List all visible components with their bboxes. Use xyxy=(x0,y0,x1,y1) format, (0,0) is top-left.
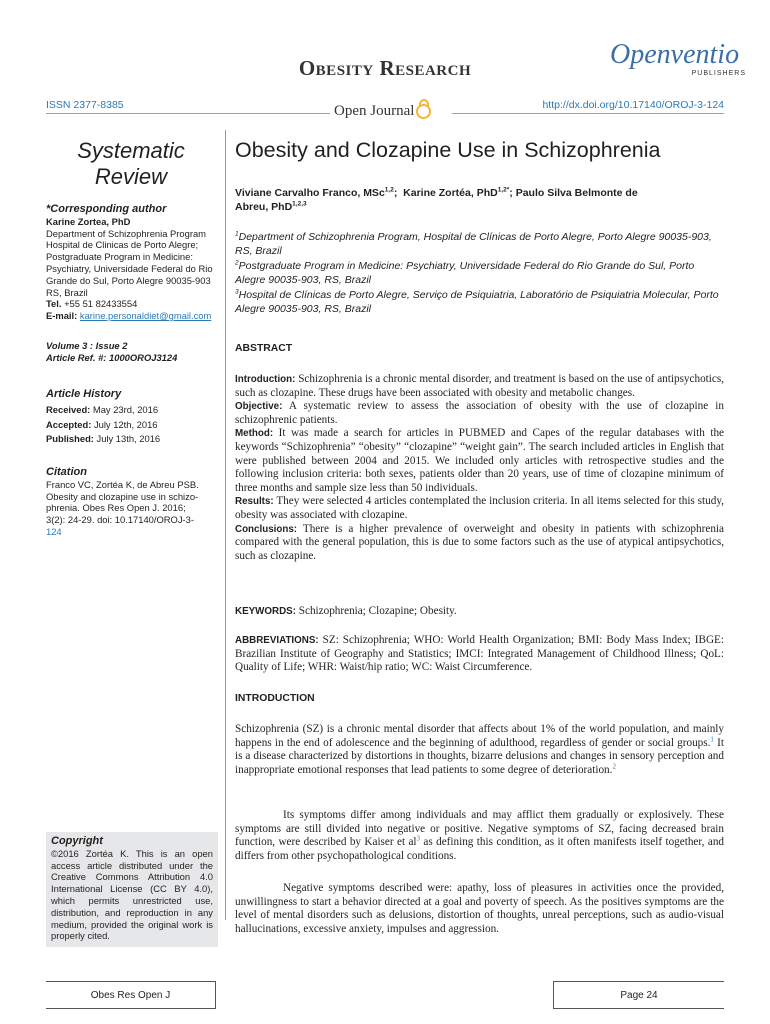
abstract-text: They were selected 4 articles contemplated the inclusion criteria. In all items selected for this study, obesity was associated with clozapine. xyxy=(235,495,724,521)
journal-title: Obesity Research xyxy=(298,56,472,80)
keywords-text: Schizophrenia; Clozapine; Obesity. xyxy=(298,605,457,617)
address-line: Postgraduate Program in Medicine: xyxy=(46,251,193,263)
footer-journal: Obes Res Open J xyxy=(46,981,216,1009)
publisher-logo xyxy=(610,40,760,77)
abbreviations-label: ABBREVIATIONS: xyxy=(235,635,319,646)
open-journal-badge xyxy=(334,100,431,120)
author-name: Paulo Silva Belmonte de xyxy=(515,187,638,199)
keywords-label: KEYWORDS: xyxy=(235,606,296,617)
author-affil-sup: 1,2,3 xyxy=(292,200,307,208)
paragraph xyxy=(235,723,724,777)
corresponding-author-name: Karine Zortea, PhD xyxy=(46,215,131,227)
author-name: Karine Zortéa, PhD xyxy=(403,187,498,199)
citation-line: Obesity and clozapine use in schizo- xyxy=(46,490,199,502)
tel-label: Tel. xyxy=(46,298,62,310)
abstract-label: Method: xyxy=(235,428,274,440)
email-link[interactable]: karine.personaldiet@gmail.com xyxy=(79,310,212,322)
abstract-text: Schizophrenia is a chronic mental disorder, and treatment is based on the use of antipsychotics, such as clozapine. These drugs have been associated with obesity and metabolic changes. xyxy=(235,373,724,399)
history-heading: Article History xyxy=(46,388,122,400)
volume-info xyxy=(46,340,218,364)
keywords xyxy=(235,605,724,619)
received-label: Received: xyxy=(46,403,91,415)
affiliation-sup: 3 xyxy=(235,288,239,296)
abstract-label: Results: xyxy=(235,496,274,508)
footer-page-number: Page 24 xyxy=(553,981,724,1009)
corresponding-author xyxy=(46,204,218,322)
address-line: Hospital de Clinicas de Porto Alegre; xyxy=(46,239,199,251)
affiliation-text: Postgraduate Program in Medicine: Psychiatry, Universidade Federal do Rio Grande do Sul, Porto Alegre 90035-903, RS, Brazil xyxy=(235,260,695,286)
abstract-objective xyxy=(235,400,724,427)
copyright-text: ©2016 Zortéa K. This is an open access article distributed under the Creative Commons Attribution 4.0 International License (CC BY 4.0), which permits unrestricted use, distribution, and reproduction in any medium, provided the original work is properly cited. xyxy=(51,847,213,942)
publisher-subtitle: PUBLISHERS xyxy=(691,70,746,77)
author-name: Viviane Carvalho Franco, MSc xyxy=(235,187,385,199)
publisher-name: Openventio xyxy=(610,39,740,70)
author-list: Viviane Carvalho Franco, MSc$^{1,2}$; Karine Zortéa, PhD$^{1,2*}$; Paulo Silva Belmonte de Abreu, PhD$^{1,2,3}$ xyxy=(235,186,638,213)
copyright-box xyxy=(46,832,218,947)
reference-link[interactable]: 2 xyxy=(612,762,616,771)
reference-link[interactable]: 1 xyxy=(710,734,714,743)
issn: ISSN 2377-8385 xyxy=(46,99,124,111)
citation xyxy=(46,467,218,538)
paragraph-text: as defining this condition, as it often manifests itself together, and differs from other psychopathological conditions. xyxy=(235,836,725,862)
article-type: Systematic Review xyxy=(77,138,185,189)
open-journal-label: Open Journal xyxy=(334,103,415,119)
address-line: RS, Brazil xyxy=(46,286,88,298)
published-date: July 13th, 2016 xyxy=(96,433,161,445)
doi-link[interactable]: http://dx.doi.org/10.17140/OROJ-3-124 xyxy=(542,99,724,111)
abstract-text: A systematic review to assess the association of obesity with the use of clozapine in schizophrenic patients. xyxy=(235,400,724,426)
paragraph xyxy=(235,809,724,863)
affiliation-sup: 2 xyxy=(235,259,239,267)
paragraph-text: It is a disease characterized by distortions in thoughts, bizarre delusions and changes in sensory perception and inappropriate emotional responses that lead patients to some degree of deterioration. xyxy=(235,736,724,776)
article-history xyxy=(46,389,218,445)
citation-line: Franco VC, Zortéa K, de Abreu PSB. xyxy=(46,478,199,490)
abbreviations xyxy=(235,634,724,675)
citation-heading: Citation xyxy=(46,466,87,478)
volume-issue: Volume 3 : Issue 2 xyxy=(46,340,128,351)
abstract-label: Objective: xyxy=(235,401,283,413)
abstract-text: It was made a search for articles in PUBMED and Capes of the regular databases with the keywords “Schizophrenia” “obesity” “clozapine” “weight gain”. The search included articles in English that were published between 2004 and 2015. We included only articles with retrospective studies and the following inclusion criteria: both sexes, patients older than 20 years, use of time of clozapine minimum of three months and sample size less than 50 individuals. xyxy=(235,427,725,494)
affiliation-text: Department of Schizophrenia Program, Hospital de Clínicas de Porto Alegre, Porto Alegre 90035-903, RS, Brazil xyxy=(235,231,712,257)
author-affil-sup: 1,2 xyxy=(384,186,394,194)
received-date: May 23rd, 2016 xyxy=(92,403,159,415)
affiliation xyxy=(235,230,725,258)
introduction-heading: INTRODUCTION xyxy=(235,693,315,704)
abstract-heading: ABSTRACT xyxy=(235,343,293,354)
open-lock-icon xyxy=(416,104,431,119)
abstract-label: Introduction: xyxy=(235,374,296,385)
header-rule-right xyxy=(452,113,724,114)
affiliation xyxy=(235,259,725,287)
address-line: Grande do Sul, Porto Alegre 90035-903 xyxy=(46,274,211,286)
tel-value: +55 51 82433554 xyxy=(64,298,138,310)
affiliation-text: Hospital de Clínicas de Porto Alegre, Serviço de Psiquiatria, Laboratório de Psiquiatria Molecular, Porto Alegre 90035-903, RS, Brazil xyxy=(235,289,719,315)
citation-line: 124 xyxy=(46,525,62,537)
column-divider xyxy=(225,130,226,920)
reference-link[interactable]: 3 xyxy=(416,834,421,843)
paragraph-text: Schizophrenia (SZ) is a chronic mental disorder that affects about 1% of the world population, and mainly happens in the end of adolescence and the beginning of adulthood, regardless of gender or social groups. xyxy=(235,723,724,749)
author-affil-sup: 1,2* xyxy=(497,186,510,194)
abstract-method xyxy=(235,427,724,495)
accepted-date: July 12th, 2016 xyxy=(93,418,158,430)
affiliation-sup: 1 xyxy=(235,230,239,238)
accepted-label: Accepted: xyxy=(46,418,92,430)
abstract-text: There is a higher prevalence of overweight and obesity in patients with schizophrenia compared with the general population, this is due to some factors such as the use of atypical antipsychotics, such as clozapine. xyxy=(235,522,724,562)
article-ref: Article Ref. #: 1000OROJ3124 xyxy=(46,351,178,363)
article-title: Obesity and Clozapine Use in Schizophrenia xyxy=(235,138,661,162)
abstract-label: Conclusions: xyxy=(235,523,298,535)
author-name: Abreu, PhD xyxy=(235,201,293,213)
abstract-body xyxy=(235,373,724,563)
abstract-introduction xyxy=(235,373,724,400)
header-rule-left xyxy=(46,113,330,114)
affiliation xyxy=(235,288,725,316)
copyright-heading: Copyright xyxy=(51,835,103,847)
abstract-results xyxy=(235,495,724,522)
email-label: E-mail: xyxy=(46,310,78,322)
paragraph-text: Its symptoms differ among individuals and may afflict them gradually or explosively. These symptoms are still divided into negative or positive. Negative symptoms of SZ, facing decreased brain function, were described by Kaiser et al xyxy=(235,809,724,849)
address-line: Psychiatry, Universidade Federal do Rio xyxy=(46,262,213,274)
published-label: Published: xyxy=(46,433,94,445)
address-line: Department of Schizophrenia Program xyxy=(46,227,206,239)
paragraph: Negative symptoms described were: apathy, loss of pleasures in activities once the provided, unwillingness to start a behavior directed at a goal and poverty of speech. As the positives symptoms are the level of mental disorders such as delusions, distortion of thoughts, unreal perceptions, such as audio-visual hallucinations, excessive anxiety, impulses and aggression. xyxy=(235,882,724,935)
citation-line: phrenia. Obes Res Open J. 2016; xyxy=(46,502,186,514)
abstract-conclusions xyxy=(235,523,724,564)
corresponding-author-heading: *Corresponding author xyxy=(46,203,167,215)
abbreviations-text: SZ: Schizophrenia; WHO: World Health Organization; BMI: Body Mass Index; IBGE: Brazilian Institute of Geography and Statistics; IMCI: Integrated Management of Childhood Illness; QoL: Quality of Life; WHR: Waist/hip ratio; WC: Waist Circumference. xyxy=(235,634,724,674)
citation-line: 3(2): 24-29. doi: 10.17140/OROJ-3- xyxy=(46,514,194,526)
